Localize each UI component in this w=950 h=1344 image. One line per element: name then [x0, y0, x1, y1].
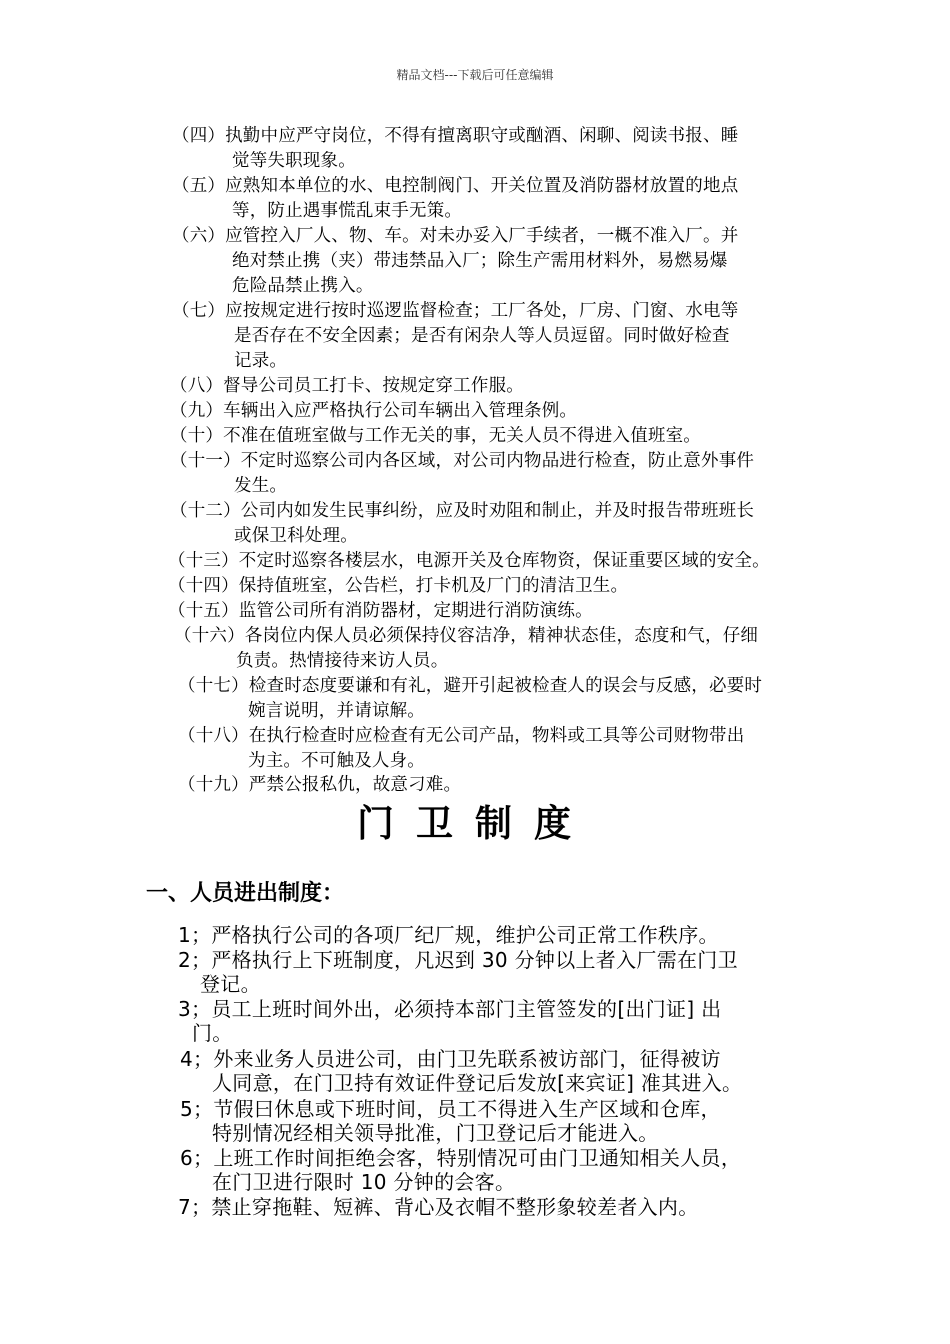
duty-line: （十五）监管公司所有消防器材，定期进行消防演练。: [168, 601, 593, 621]
duty-line: （四）执勤中应严守岗位，不得有擅离职守或酗酒、闲聊、阅读书报、睡: [172, 126, 739, 146]
duty-line-cont: 觉等失职现象。: [232, 151, 356, 171]
rule-line-cont: 人同意，在门卫持有效证件登记后发放[来宾证] 准其进入。: [212, 1071, 743, 1095]
rule-line-cont: 登记。: [200, 972, 261, 996]
duty-item-8: [170, 374, 524, 399]
rule-line-cont: 门。: [192, 1021, 233, 1045]
duty-line-cont: 等，防止遇事慌乱束手无策。: [232, 201, 463, 221]
document-title: 门卫制度: [357, 802, 593, 845]
duty-line-cont: 发生。: [234, 476, 288, 496]
duty-item-18: [178, 724, 744, 774]
duty-line-cont: 危险品禁止携入。: [232, 276, 374, 296]
duty-line-cont: 负责。热情接待来访人员。: [236, 651, 449, 671]
duty-item-19: [178, 773, 461, 798]
duty-item-10: [170, 424, 701, 449]
duty-line-cont: 为主。不可触及人身。: [248, 751, 425, 771]
duty-item-4: [172, 124, 738, 174]
duty-item-11: [170, 449, 754, 499]
rule-line: 1；严格执行公司的各项厂纪厂规，维护公司正常工作秩序。: [178, 923, 719, 947]
rule-item-6: [180, 1146, 741, 1194]
rule-line: 7；禁止穿拖鞋、短裤、背心及衣帽不整形象较差者入内。: [178, 1195, 699, 1219]
duty-item-14: [168, 574, 628, 599]
duty-line: （十六）各岗位内保人员必须保持仪容洁净，精神状态佳，态度和气，仔细: [174, 626, 759, 646]
rule-line: 4；外来业务人员进公司，由门卫先联系被访部门，征得被访: [180, 1047, 721, 1071]
duty-item-7: [172, 299, 738, 374]
duty-line: （十三）不定时巡察各楼层水，电源开关及仓库物资，保证重要区域的安全。: [168, 551, 770, 571]
duty-item-13: [168, 549, 770, 574]
duty-line: （十一）不定时巡察公司内各区域，对公司内物品进行检查，防止意外事件: [170, 451, 755, 471]
duty-line: （十七）检查时态度要谦和有礼，避开引起被检查人的误会与反感，必要时: [178, 676, 763, 696]
page-header: 精品文档---下载后可任意编辑: [396, 68, 554, 82]
duty-line: （十九）严禁公报私仇，故意刁难。: [178, 775, 462, 795]
duty-item-12: [170, 499, 754, 549]
duty-item-9: [170, 399, 577, 424]
rule-item-4: [180, 1047, 742, 1095]
duty-line: （十二）公司内如发生民事纠纷，应及时劝阻和制止，并及时报告带班班长: [170, 501, 755, 521]
duty-line: （九）车辆出入应严格执行公司车辆出入管理条例。: [170, 401, 578, 421]
rule-item-3: [178, 997, 721, 1045]
duty-line: （十八）在执行检查时应检查有无公司产品，物料或工具等公司财物带出: [178, 726, 745, 746]
rule-line: 6；上班工作时间拒绝会客，特别情况可由门卫通知相关人员，: [180, 1146, 742, 1170]
duty-item-17: [178, 674, 762, 724]
rule-line: 2；严格执行上下班制度，凡迟到 30 分钟以上者入厂需在门卫: [178, 948, 738, 972]
duty-line: （七）应按规定进行按时巡逻监督检查；工厂各处，厂房、门窗、水电等: [172, 301, 739, 321]
duty-line: （五）应熟知本单位的水、电控制阀门、开关位置及消防器材放置的地点: [172, 176, 739, 196]
duty-line-cont: 是否存在不安全因素；是否有闲杂人等人员逗留。同时做好检查: [234, 326, 730, 346]
rule-item-1: [178, 923, 719, 947]
duty-line: （八）督导公司员工打卡、按规定穿工作服。: [170, 376, 524, 396]
duty-line-cont: 绝对禁止携（夹）带违禁品入厂；除生产需用材料外，易燃易爆: [232, 251, 728, 271]
rule-line-cont: 特别情况经相关领导批准，门卫登记后才能进入。: [212, 1121, 659, 1145]
duty-item-5: [172, 174, 738, 224]
rule-line-cont: 在门卫进行限时 10 分钟的会客。: [212, 1170, 516, 1194]
rule-item-5: [180, 1097, 721, 1145]
duty-line-cont: 记录。: [234, 351, 288, 371]
rule-item-2: [178, 948, 738, 996]
duty-line-cont: 婉言说明，并请谅解。: [248, 701, 425, 721]
duty-line: （十）不准在值班室做与工作无关的事，无关人员不得进入值班室。: [170, 426, 701, 446]
duty-line: （十四）保持值班室，公告栏，打卡机及厂门的清洁卫生。: [168, 576, 629, 596]
section-heading: 一、人员进出制度：: [146, 881, 345, 906]
duty-line-cont: 或保卫科处理。: [234, 526, 358, 546]
duty-item-16: [174, 624, 758, 674]
duty-item-6: [172, 224, 738, 299]
rule-item-7: [178, 1195, 699, 1219]
rule-line: 5；节假曰休息或下班时间，员工不得进入生产区域和仓库，: [180, 1097, 721, 1121]
rule-line: 3；员工上班时间外出，必须持本部门主管签发的[出门证] 出: [178, 997, 722, 1021]
duty-line: （六）应管控入厂人、物、车。对未办妥入厂手续者，一概不准入厂。并: [172, 226, 739, 246]
duty-item-15: [168, 599, 593, 624]
